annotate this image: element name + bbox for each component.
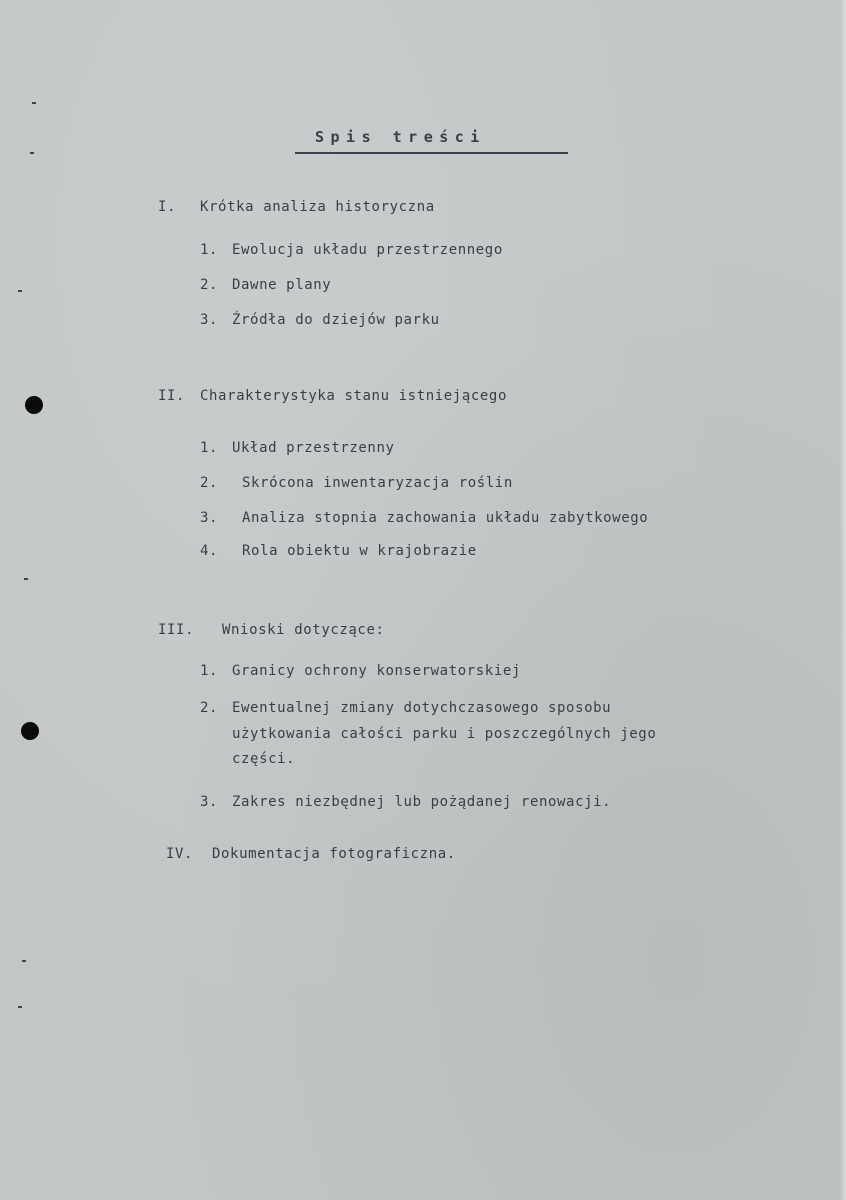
item-text: Dawne plany — [232, 277, 332, 293]
item-number: 4. — [200, 543, 219, 559]
toc-item-continuation — [232, 751, 295, 767]
item-number: 3. — [200, 312, 219, 328]
section-title: Charakterystyka stanu istniejącego — [200, 388, 507, 404]
toc-item — [200, 440, 395, 456]
item-text: Źródła do dziejów parku — [232, 312, 440, 328]
toc-item — [200, 312, 440, 328]
section-title: Wnioski dotyczące: — [222, 622, 385, 638]
item-number: 3. — [200, 794, 219, 810]
edge-mark — [32, 102, 36, 104]
page-title: Spis treści — [315, 128, 486, 146]
item-text: Układ przestrzenny — [232, 440, 395, 456]
section-numeral: II. — [158, 388, 186, 404]
item-text: Zakres niezbędnej lub pożądanej renowacji. — [232, 794, 612, 810]
item-text-line: użytkowania całości parku i poszczególnych jego — [232, 726, 657, 742]
section-title: Dokumentacja fotograficzna. — [212, 846, 456, 862]
section-numeral: IV. — [166, 846, 194, 862]
section-heading — [166, 846, 456, 862]
item-text: Analiza stopnia zachowania układu zabytkowego — [242, 510, 649, 526]
toc-item — [200, 543, 477, 559]
section-heading — [158, 622, 385, 638]
edge-mark — [22, 960, 26, 962]
toc-item-continuation — [232, 726, 656, 742]
item-number: 1. — [200, 242, 219, 258]
item-number: 2. — [200, 700, 219, 716]
toc-item — [200, 475, 513, 491]
section-title: Krótka analiza historyczna — [200, 199, 435, 215]
toc-item — [200, 794, 611, 810]
toc-item — [200, 242, 503, 258]
item-number: 1. — [200, 440, 219, 456]
toc-item — [200, 663, 521, 679]
toc-item — [200, 700, 611, 716]
punch-hole-top — [25, 396, 43, 414]
paper-edge — [840, 0, 846, 1200]
item-text-line: części. — [232, 751, 296, 767]
toc-item — [200, 510, 648, 526]
edge-mark — [18, 1006, 22, 1008]
item-number: 2. — [200, 277, 219, 293]
item-text: Rola obiektu w krajobrazie — [242, 543, 477, 559]
item-number: 1. — [200, 663, 219, 679]
item-number: 3. — [200, 510, 219, 526]
edge-mark — [18, 290, 22, 292]
title-underline — [295, 152, 568, 154]
section-heading — [158, 388, 507, 404]
toc-item — [200, 277, 331, 293]
item-text: Ewolucja układu przestrzennego — [232, 242, 503, 258]
edge-mark — [30, 152, 34, 154]
item-number: 2. — [200, 475, 219, 491]
item-text: Granicy ochrony konserwatorskiej — [232, 663, 521, 679]
section-numeral: I. — [158, 199, 177, 215]
section-numeral: III. — [158, 622, 195, 638]
punch-hole-bottom — [21, 722, 39, 740]
section-heading — [158, 199, 435, 215]
item-text-line: Ewentualnej zmiany dotychczasowego sposobu — [232, 700, 612, 716]
item-text: Skrócona inwentaryzacja roślin — [242, 475, 513, 491]
edge-mark — [24, 578, 28, 580]
